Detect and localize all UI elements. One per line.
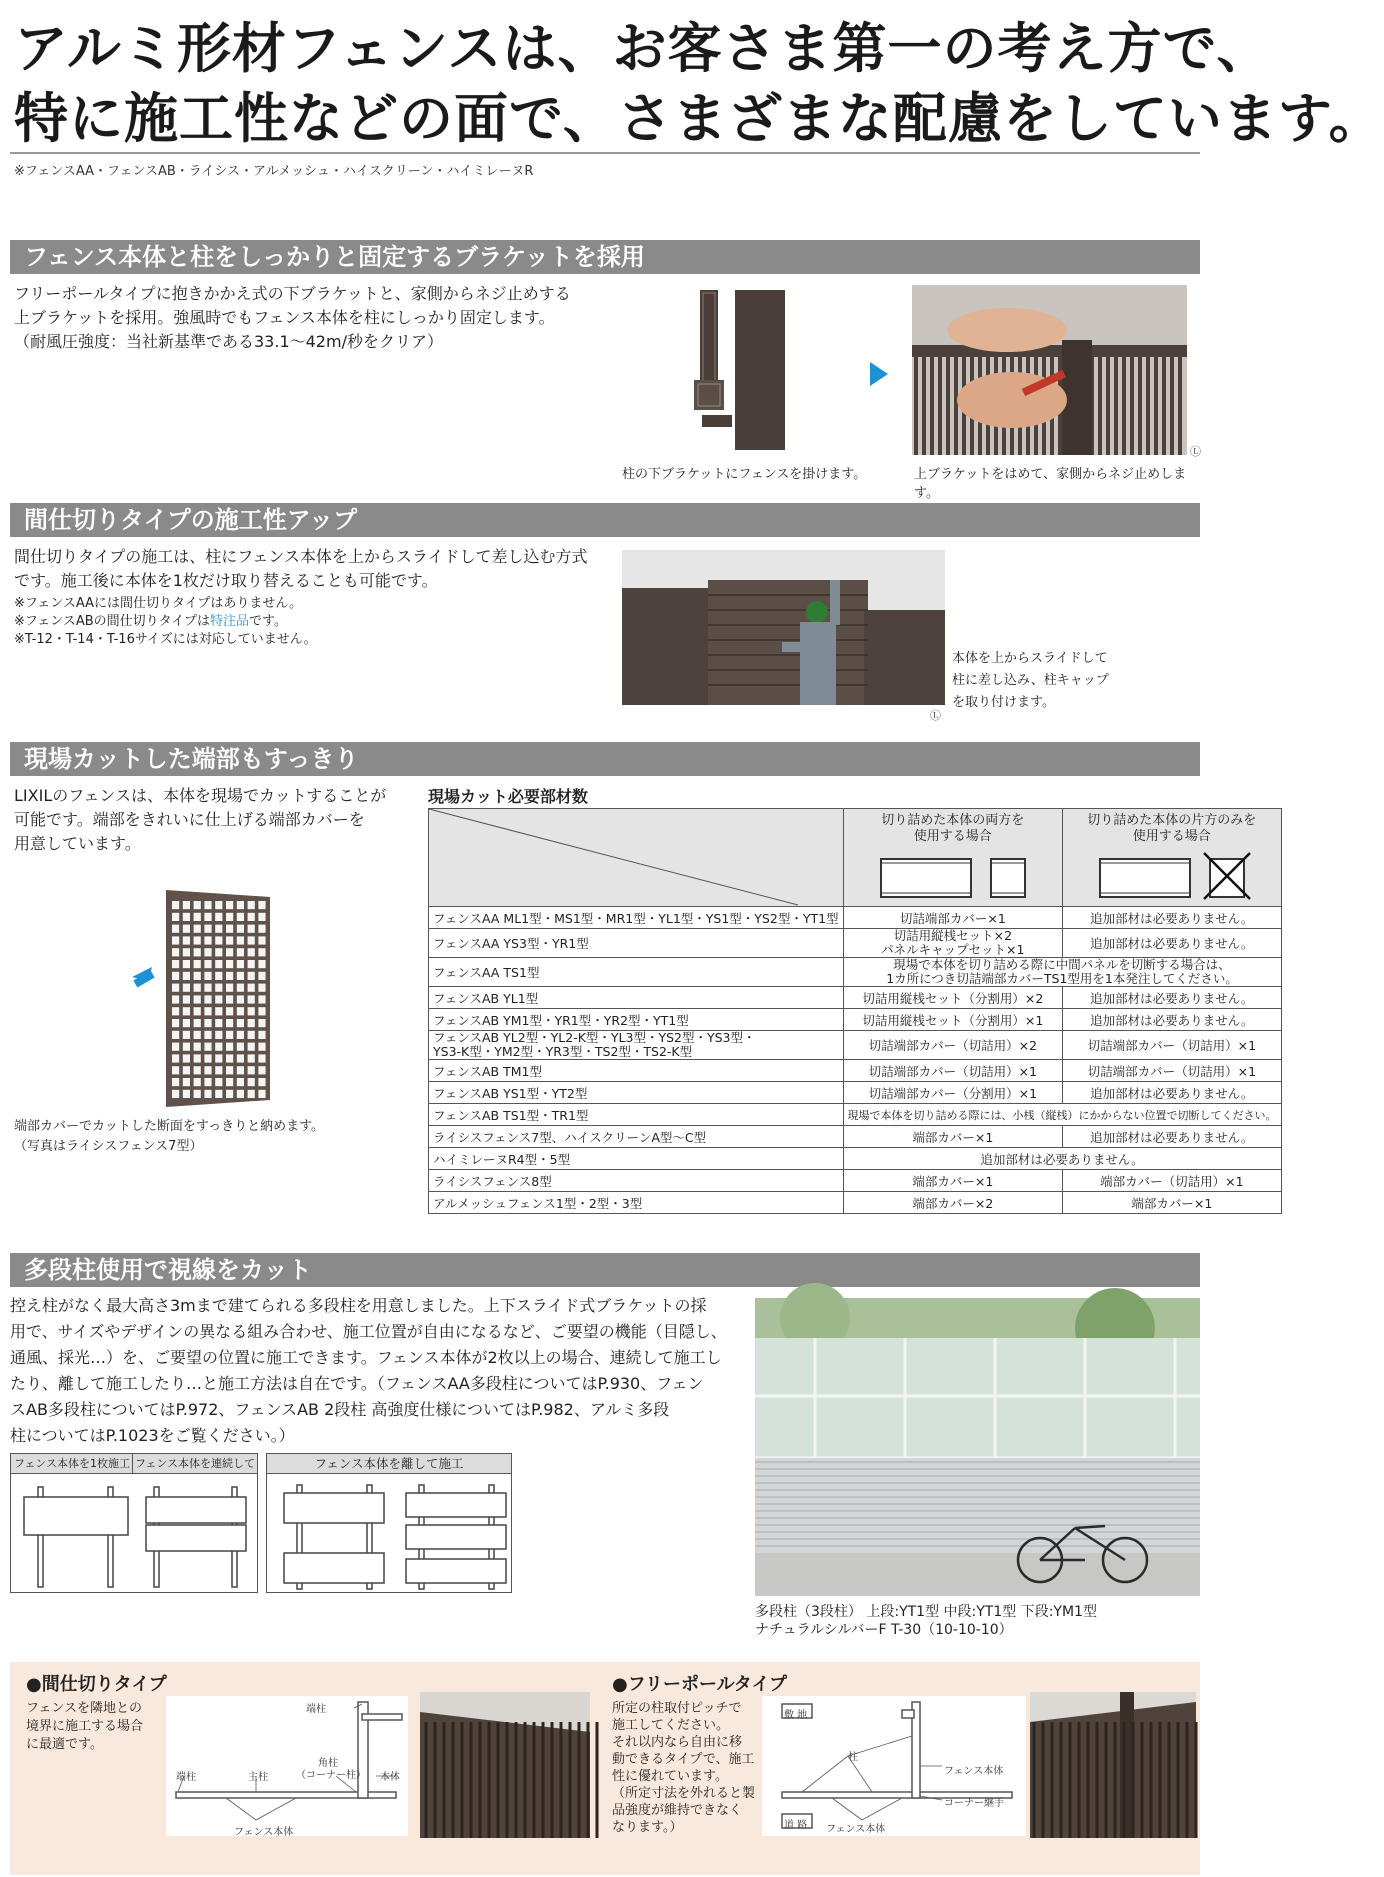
row-both-value: 切詰端部カバー×1 bbox=[843, 907, 1063, 929]
section2-note: ※T-12・T-14・T-16サイズには対応していません。 bbox=[14, 632, 317, 647]
label-end-post-top: 端柱 bbox=[306, 1704, 326, 1715]
section2-notes bbox=[14, 595, 317, 649]
row-one-value: 端部カバー（切詰用）×1 bbox=[1063, 1170, 1281, 1192]
section3-caption-line: 端部カバーでカットした断面をすっきりと納めます。 bbox=[14, 1119, 325, 1134]
table-row bbox=[429, 1060, 1282, 1082]
section3-text-line: 用意しています。 bbox=[14, 834, 141, 853]
row-product-name: フェンスAB YS1型・YT2型 bbox=[429, 1082, 844, 1104]
table-row bbox=[429, 958, 1282, 987]
section4-title: 多段柱使用で視線をカット bbox=[24, 1256, 312, 1284]
section4-caption-line: 多段柱（3段柱） 上段:YT1型 中段:YT1型 下段:YM1型 bbox=[755, 1604, 1097, 1620]
partition-type-title: ●間仕切りタイプ bbox=[26, 1674, 167, 1695]
section1-text-line: フリーポールタイプに抱きかかえ式の下ブラケットと、家側からネジ止めする bbox=[14, 284, 571, 303]
bracket-illustration bbox=[690, 285, 800, 455]
table-row bbox=[429, 987, 1282, 1009]
section1-text bbox=[14, 282, 571, 354]
section3-text bbox=[14, 784, 386, 856]
row-both-value: 切詰用縦桟セット（分割用）×1 bbox=[843, 1009, 1063, 1031]
section3-text-line: 可能です。端部をきれいに仕上げる端部カバーを bbox=[14, 810, 365, 829]
bracket-photo bbox=[912, 285, 1187, 455]
row-product-name: フェンスAA TS1型 bbox=[429, 958, 844, 987]
section2-band bbox=[10, 503, 1200, 537]
row-both-value: 端部カバー×1 bbox=[843, 1170, 1063, 1192]
row-one-value: 追加部材は必要ありません。 bbox=[1063, 1082, 1281, 1104]
row-one-value: 切詰端部カバー（切詰用）×1 bbox=[1063, 1060, 1281, 1082]
row-one-value: 追加部材は必要ありません。 bbox=[1063, 1126, 1281, 1148]
headline-line1: アルミ形材フェンスは、お客さま第一の考え方で、 bbox=[14, 17, 1272, 80]
label-fence-body-2: フェンス本体 bbox=[944, 1766, 1004, 1777]
special-order-link[interactable]: 特注品 bbox=[210, 614, 250, 629]
lattice-fence-photo bbox=[130, 885, 280, 1110]
free-pole-fence-photo bbox=[1030, 1692, 1196, 1838]
one-use-diagram bbox=[1092, 849, 1252, 901]
col-header-both: 切り詰めた本体の両方を 使用する場合 bbox=[843, 809, 1063, 907]
free-pole-type-title: ●フリーポールタイプ bbox=[612, 1674, 788, 1695]
translucent-panels bbox=[755, 1338, 1200, 1458]
diagram-head-continuous: フェンス本体を連続して bbox=[132, 1453, 258, 1475]
row-both-value: 端部カバー×2 bbox=[843, 1192, 1063, 1214]
label-corner-note: （コーナー柱） bbox=[296, 1770, 366, 1781]
section1-caption-left: 柱の下ブラケットにフェンスを掛けます。 bbox=[622, 467, 867, 482]
header-note: ※フェンスAA・フェンスAB・ライシス・アルメッシュ・ハイスクリーン・ハイミレーヌR bbox=[14, 164, 534, 179]
copyright-mark-1: Ⓛ bbox=[1190, 445, 1201, 458]
row-both-value: 端部カバー×1 bbox=[843, 1126, 1063, 1148]
row-product-name: フェンスAA ML1型・MS1型・MR1型・YL1型・YS1型・YS2型・YT1型 bbox=[429, 907, 844, 929]
table-row bbox=[429, 1082, 1282, 1104]
table-row bbox=[429, 1148, 1282, 1170]
row-both-value: 切詰用縦桟セット×2 パネルキャップセット×1 bbox=[843, 929, 1063, 958]
label-end-post-left: 端柱 bbox=[176, 1772, 196, 1783]
section4-text-line: たり、離して施工したり…と施工方法は自在です。（フェンスAA多段柱についてはP.930、フェン bbox=[10, 1374, 704, 1393]
parts-table bbox=[428, 808, 1282, 1214]
section3-text-line: LIXILのフェンスは、本体を現場でカットすることが bbox=[14, 786, 387, 805]
section4-caption-line: ナチュラルシルバーF T-30（10-10-10） bbox=[755, 1622, 1013, 1638]
section3-title: 現場カットした端部もすっきり bbox=[24, 745, 359, 773]
label-main-post: 主柱 bbox=[248, 1772, 268, 1783]
table-row bbox=[429, 929, 1282, 958]
partition-photo bbox=[622, 550, 945, 705]
label-corner-post: 角柱 bbox=[318, 1758, 338, 1769]
section2-caption-line: 本体を上からスライドして bbox=[952, 651, 1108, 666]
row-both-value: 切詰端部カバー（切詰用）×2 bbox=[843, 1031, 1063, 1060]
section2-note: ※フェンスAAには間仕切りタイプはありません。 bbox=[14, 596, 303, 611]
row-product-name: フェンスAB YL1型 bbox=[429, 987, 844, 1009]
section2-text-line: です。施工後に本体を1枚だけ取り替えることも可能です。 bbox=[14, 571, 438, 590]
free-pole-type-text: 所定の柱取付ピッチで 施工してください。 それ以内なら自由に移 動できるタイプで、施工 性に優れています。 （所定寸法を外れると製 品強度が維持できなく なります。） bbox=[612, 1701, 756, 1835]
row-product-name: フェンスAB YL2型・YL2-K型・YL3型・YS2型・YS3型・ YS3-K型・YM2型・YR3型・TS2型・TS2-K型 bbox=[429, 1031, 844, 1060]
headline-line2: 特に施工性などの面で、さまざまな配慮をしています。 bbox=[14, 87, 1384, 150]
section1-caption-right: 上ブラケットをはめて、家側からネジ止めします。 bbox=[914, 467, 1187, 501]
row-product-name: フェンスAA YS3型・YR1型 bbox=[429, 929, 844, 958]
label-site: 敷 地 bbox=[784, 1710, 808, 1721]
row-merged-note: 追加部材は必要ありません。 bbox=[843, 1148, 1281, 1170]
table-row bbox=[429, 1009, 1282, 1031]
row-both-value: 切詰端部カバー（分割用）×1 bbox=[843, 1082, 1063, 1104]
section4-text-line: 控え柱がなく最大高さ3mまで建てられる多段柱を用意しました。上下スライド式ブラケットの採 bbox=[10, 1296, 707, 1315]
worker-body bbox=[800, 622, 836, 705]
section1-band bbox=[10, 240, 1200, 274]
row-both-value: 切詰端部カバー（切詰用）×1 bbox=[843, 1060, 1063, 1082]
partition-type-text: フェンスを隣地との 境界に施工する場合 に最適です。 bbox=[26, 1701, 144, 1752]
label-corner-joint: コーナー継手 bbox=[944, 1798, 1004, 1809]
section4-text-line: スAB多段柱についてはP.972、フェンスAB 2段柱 高強度仕様についてはP.982、アルミ多段 bbox=[10, 1400, 670, 1419]
section1-text-line: 上ブラケットを採用。強風時でもフェンス本体を柱にしっかり固定します。 bbox=[14, 308, 555, 327]
row-one-value: 追加部材は必要ありません。 bbox=[1063, 987, 1281, 1009]
row-product-name: フェンスAB TS1型・TR1型 bbox=[429, 1104, 844, 1126]
bracket-post bbox=[735, 290, 785, 450]
multi-post-photo bbox=[755, 1298, 1200, 1596]
section3-caption bbox=[14, 1117, 324, 1157]
row-one-value: 追加部材は必要ありません。 bbox=[1063, 907, 1281, 929]
table-title: 現場カット必要部材数 bbox=[428, 787, 588, 806]
section4-band bbox=[10, 1253, 1200, 1287]
row-one-value: 追加部材は必要ありません。 bbox=[1063, 1009, 1281, 1031]
section2-caption-line: を取り付けます。 bbox=[952, 695, 1055, 710]
table-row bbox=[429, 1126, 1282, 1148]
table-row bbox=[429, 1031, 1282, 1060]
section4-text bbox=[10, 1293, 727, 1449]
row-product-name: フェンスAB TM1型 bbox=[429, 1060, 844, 1082]
row-both-value: 切詰用縦桟セット（分割用）×2 bbox=[843, 987, 1063, 1009]
section2-text bbox=[14, 545, 587, 593]
header-divider bbox=[10, 152, 1200, 154]
section2-note: ※フェンスABの間仕切りタイプは特注品です。 bbox=[14, 614, 287, 629]
row-product-name: フェンスAB YM1型・YR1型・YR2型・YT1型 bbox=[429, 1009, 844, 1031]
section4-text-line: 柱についてはP.1023をご覧ください。） bbox=[10, 1426, 295, 1445]
worker-helmet bbox=[806, 601, 828, 623]
label-body: 本体 bbox=[380, 1772, 400, 1783]
section3-band bbox=[10, 742, 1200, 776]
table-row bbox=[429, 1192, 1282, 1214]
col-header-one: 切り詰めた本体の片方のみを 使用する場合 bbox=[1063, 809, 1281, 907]
partition-fence-photo bbox=[420, 1692, 590, 1838]
section2-text-line: 間仕切りタイプの施工は、柱にフェンス本体を上からスライドして差し込む方式 bbox=[14, 547, 588, 566]
section1-text-line: （耐風圧強度：当社新基準である33.1〜42m/秒をクリア） bbox=[14, 332, 443, 351]
row-merged-note: 現場で本体を切り詰める際には、小桟（縦桟）にかからない位置で切断してください。 bbox=[843, 1104, 1281, 1126]
diagram-head-separate: フェンス本体を離して施工 bbox=[266, 1453, 512, 1475]
section3-caption-line: （写真はライシスフェンス7型） bbox=[14, 1139, 203, 1154]
table-corner bbox=[429, 809, 844, 907]
section2-caption bbox=[952, 648, 1109, 714]
diagram-head-single: フェンス本体を1枚施工 bbox=[10, 1453, 134, 1475]
row-product-name: ライシスフェンス8型 bbox=[429, 1170, 844, 1192]
table-row bbox=[429, 1104, 1282, 1126]
row-one-value: 追加部材は必要ありません。 bbox=[1063, 929, 1281, 958]
hand-upper bbox=[947, 308, 1067, 352]
section4-text-line: 通風、採光…）を、ご要望の位置に施工できます。フェンス本体が2枚以上の場合、連続して施工し bbox=[10, 1348, 722, 1367]
row-one-value: 端部カバー×1 bbox=[1063, 1192, 1281, 1214]
section2-title: 間仕切りタイプの施工性アップ bbox=[24, 506, 358, 534]
label-fence-body-3: フェンス本体 bbox=[826, 1824, 886, 1835]
table-row bbox=[429, 907, 1282, 929]
row-one-value: 切詰端部カバー（切詰用）×1 bbox=[1063, 1031, 1281, 1060]
multi-post-diagrams bbox=[10, 1473, 510, 1591]
row-product-name: ライシスフェンス7型、ハイスクリーンA型〜C型 bbox=[429, 1126, 844, 1148]
arrow-right-icon bbox=[868, 360, 890, 388]
section4-caption bbox=[755, 1603, 1097, 1639]
row-merged-note: 現場で本体を切り詰める際に中間パネルを切断する場合は、 1カ所につき切詰端部カバーTS1型用を1本発注してください。 bbox=[843, 958, 1281, 987]
label-fence-body: フェンス本体 bbox=[234, 1827, 294, 1838]
section1-title: フェンス本体と柱をしっかりと固定するブラケットを採用 bbox=[24, 243, 645, 271]
row-product-name: ハイミレーヌR4型・5型 bbox=[429, 1148, 844, 1170]
both-use-diagram bbox=[873, 849, 1033, 901]
section2-caption-line: 柱に差し込み、柱キャップ bbox=[952, 673, 1109, 688]
section4-text-line: 用で、サイズやデザインの異なる組み合わせ、施工位置が自由になるなど、ご要望の機能（目隠し、 bbox=[10, 1322, 727, 1341]
table-row bbox=[429, 1170, 1282, 1192]
copyright-mark-2: Ⓛ bbox=[930, 709, 941, 722]
row-product-name: アルメッシュフェンス1型・2型・3型 bbox=[429, 1192, 844, 1214]
label-post: 柱 bbox=[848, 1752, 858, 1763]
label-road: 道 路 bbox=[784, 1820, 808, 1831]
